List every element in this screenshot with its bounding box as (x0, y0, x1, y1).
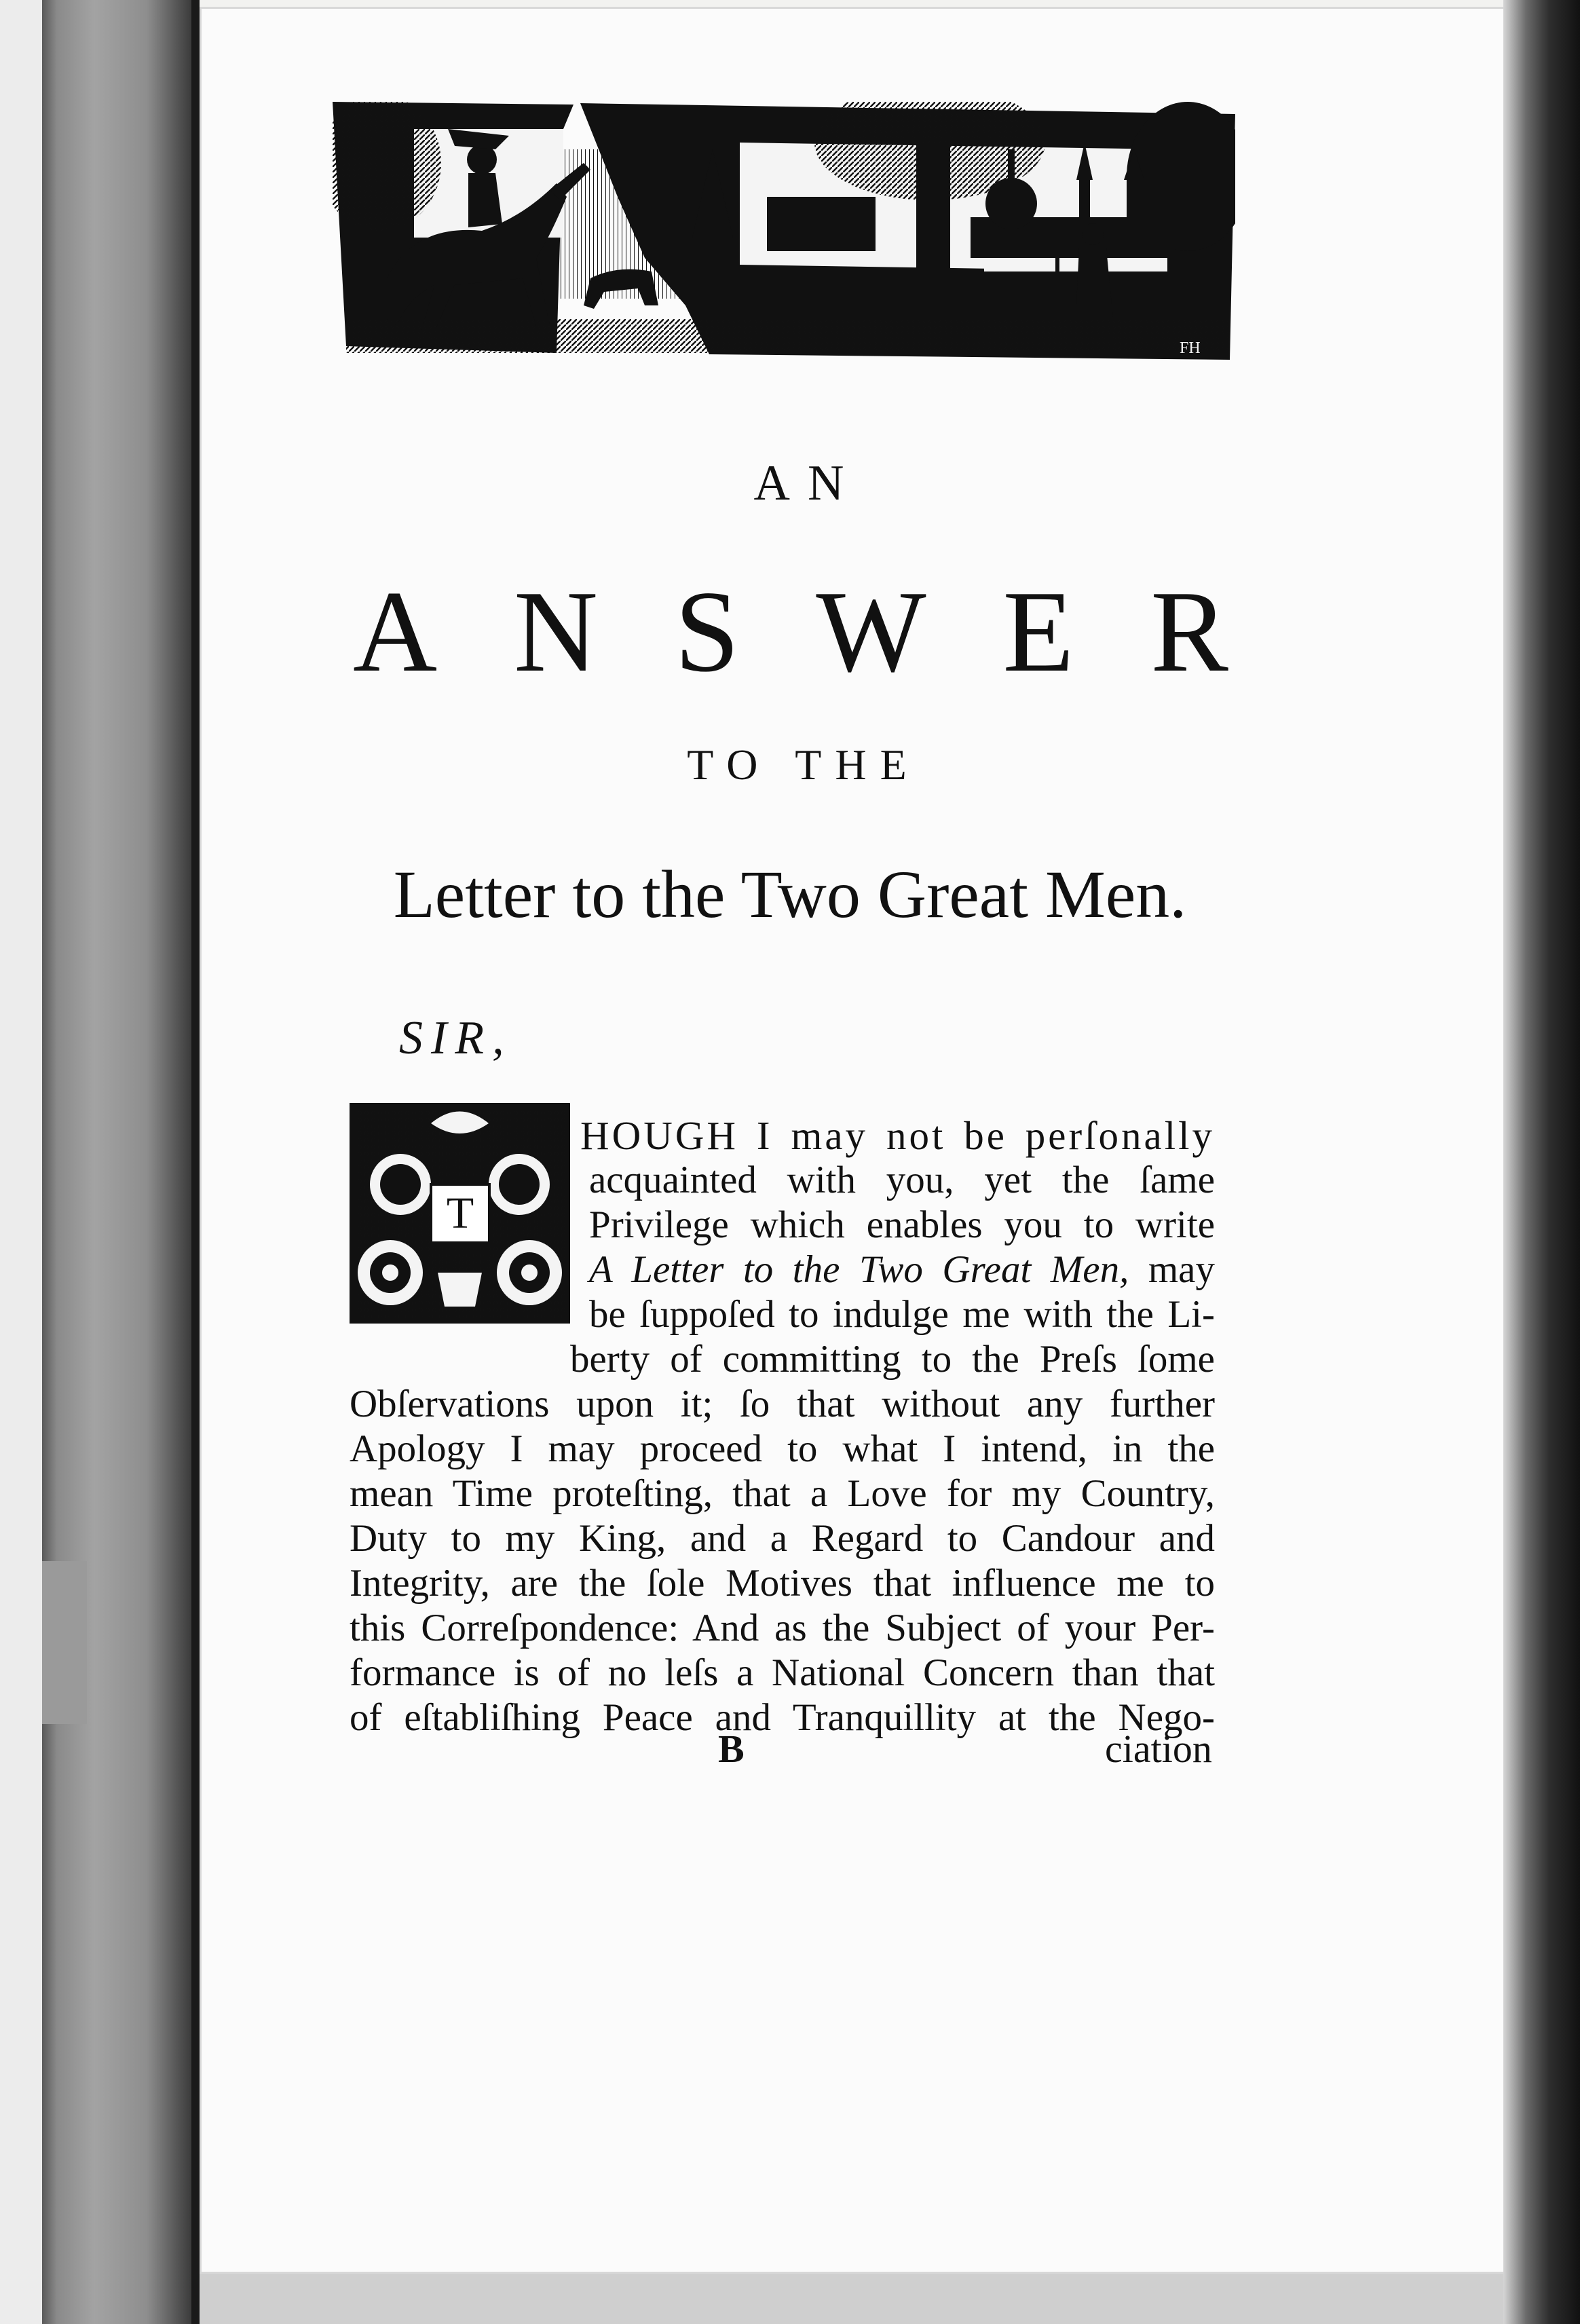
body-line: of eſtabliſhing Peace and Tranquillity at the Nego- (350, 1696, 1215, 1739)
title-an: AN (753, 455, 862, 511)
salutation: SIR, (399, 1012, 512, 1064)
body-line: Obſervations upon it; ſo that without any further (350, 1383, 1215, 1425)
woodcut-headpiece (333, 102, 1235, 363)
body-line: Privilege which enables you to write (589, 1203, 1215, 1246)
body-line-rest: may (1129, 1248, 1215, 1291)
ornamental-drop-cap (350, 1103, 570, 1324)
body-line: mean Time proteſting, that a Love for my Country, (350, 1472, 1215, 1515)
body-line: Apology I may proceed to what I intend, in the (350, 1427, 1215, 1470)
body-line: this Correſpondence: And as the Subject of your Per- (350, 1607, 1215, 1649)
body-line: HOUGH I may not be perſonally (580, 1113, 1215, 1158)
drop-cap-letter: T (430, 1183, 491, 1244)
signature-mark: B (718, 1727, 745, 1771)
title-answer-letter: A (353, 567, 438, 696)
left-page-edge (0, 0, 42, 2324)
spine-patch (42, 1561, 87, 1724)
body-line: Integrity, are the ſole Motives that influence me to (350, 1562, 1215, 1605)
book-spine (42, 0, 191, 2324)
body-line: be ſuppoſed to indulge me with the Li- (589, 1293, 1215, 1336)
body-line: acquainted with you, yet the ſame (589, 1159, 1215, 1201)
body-line: berty of committing to the Preſs ſome (570, 1338, 1215, 1381)
right-page-edge (1503, 0, 1580, 2324)
title-answer-letter: E (1002, 567, 1074, 696)
body-line: formance is of no leſs a National Concern than that (350, 1651, 1215, 1694)
title-answer-letter: N (513, 567, 599, 696)
title-answer-letter: S (674, 567, 740, 696)
woodcut-illustration (333, 102, 1235, 363)
title-to-the: TO THE (687, 741, 920, 789)
woodcut-monogram: FH (1180, 339, 1201, 357)
catchword: ciation (1105, 1727, 1212, 1771)
title-answer (353, 567, 1228, 696)
title-letter-to-two-great-men: Letter to the Two Great Men. (393, 857, 1187, 932)
bottom-page-edge (200, 2274, 1503, 2324)
body-line: Duty to my King, and a Regard to Candour and (350, 1517, 1215, 1560)
title-answer-letter: W (816, 567, 926, 696)
italic-title-reference: A Letter to the Two Great Men, (589, 1248, 1129, 1291)
title-answer-letter: R (1150, 567, 1228, 696)
body-line (589, 1248, 1215, 1292)
page-gutter (191, 0, 200, 2324)
